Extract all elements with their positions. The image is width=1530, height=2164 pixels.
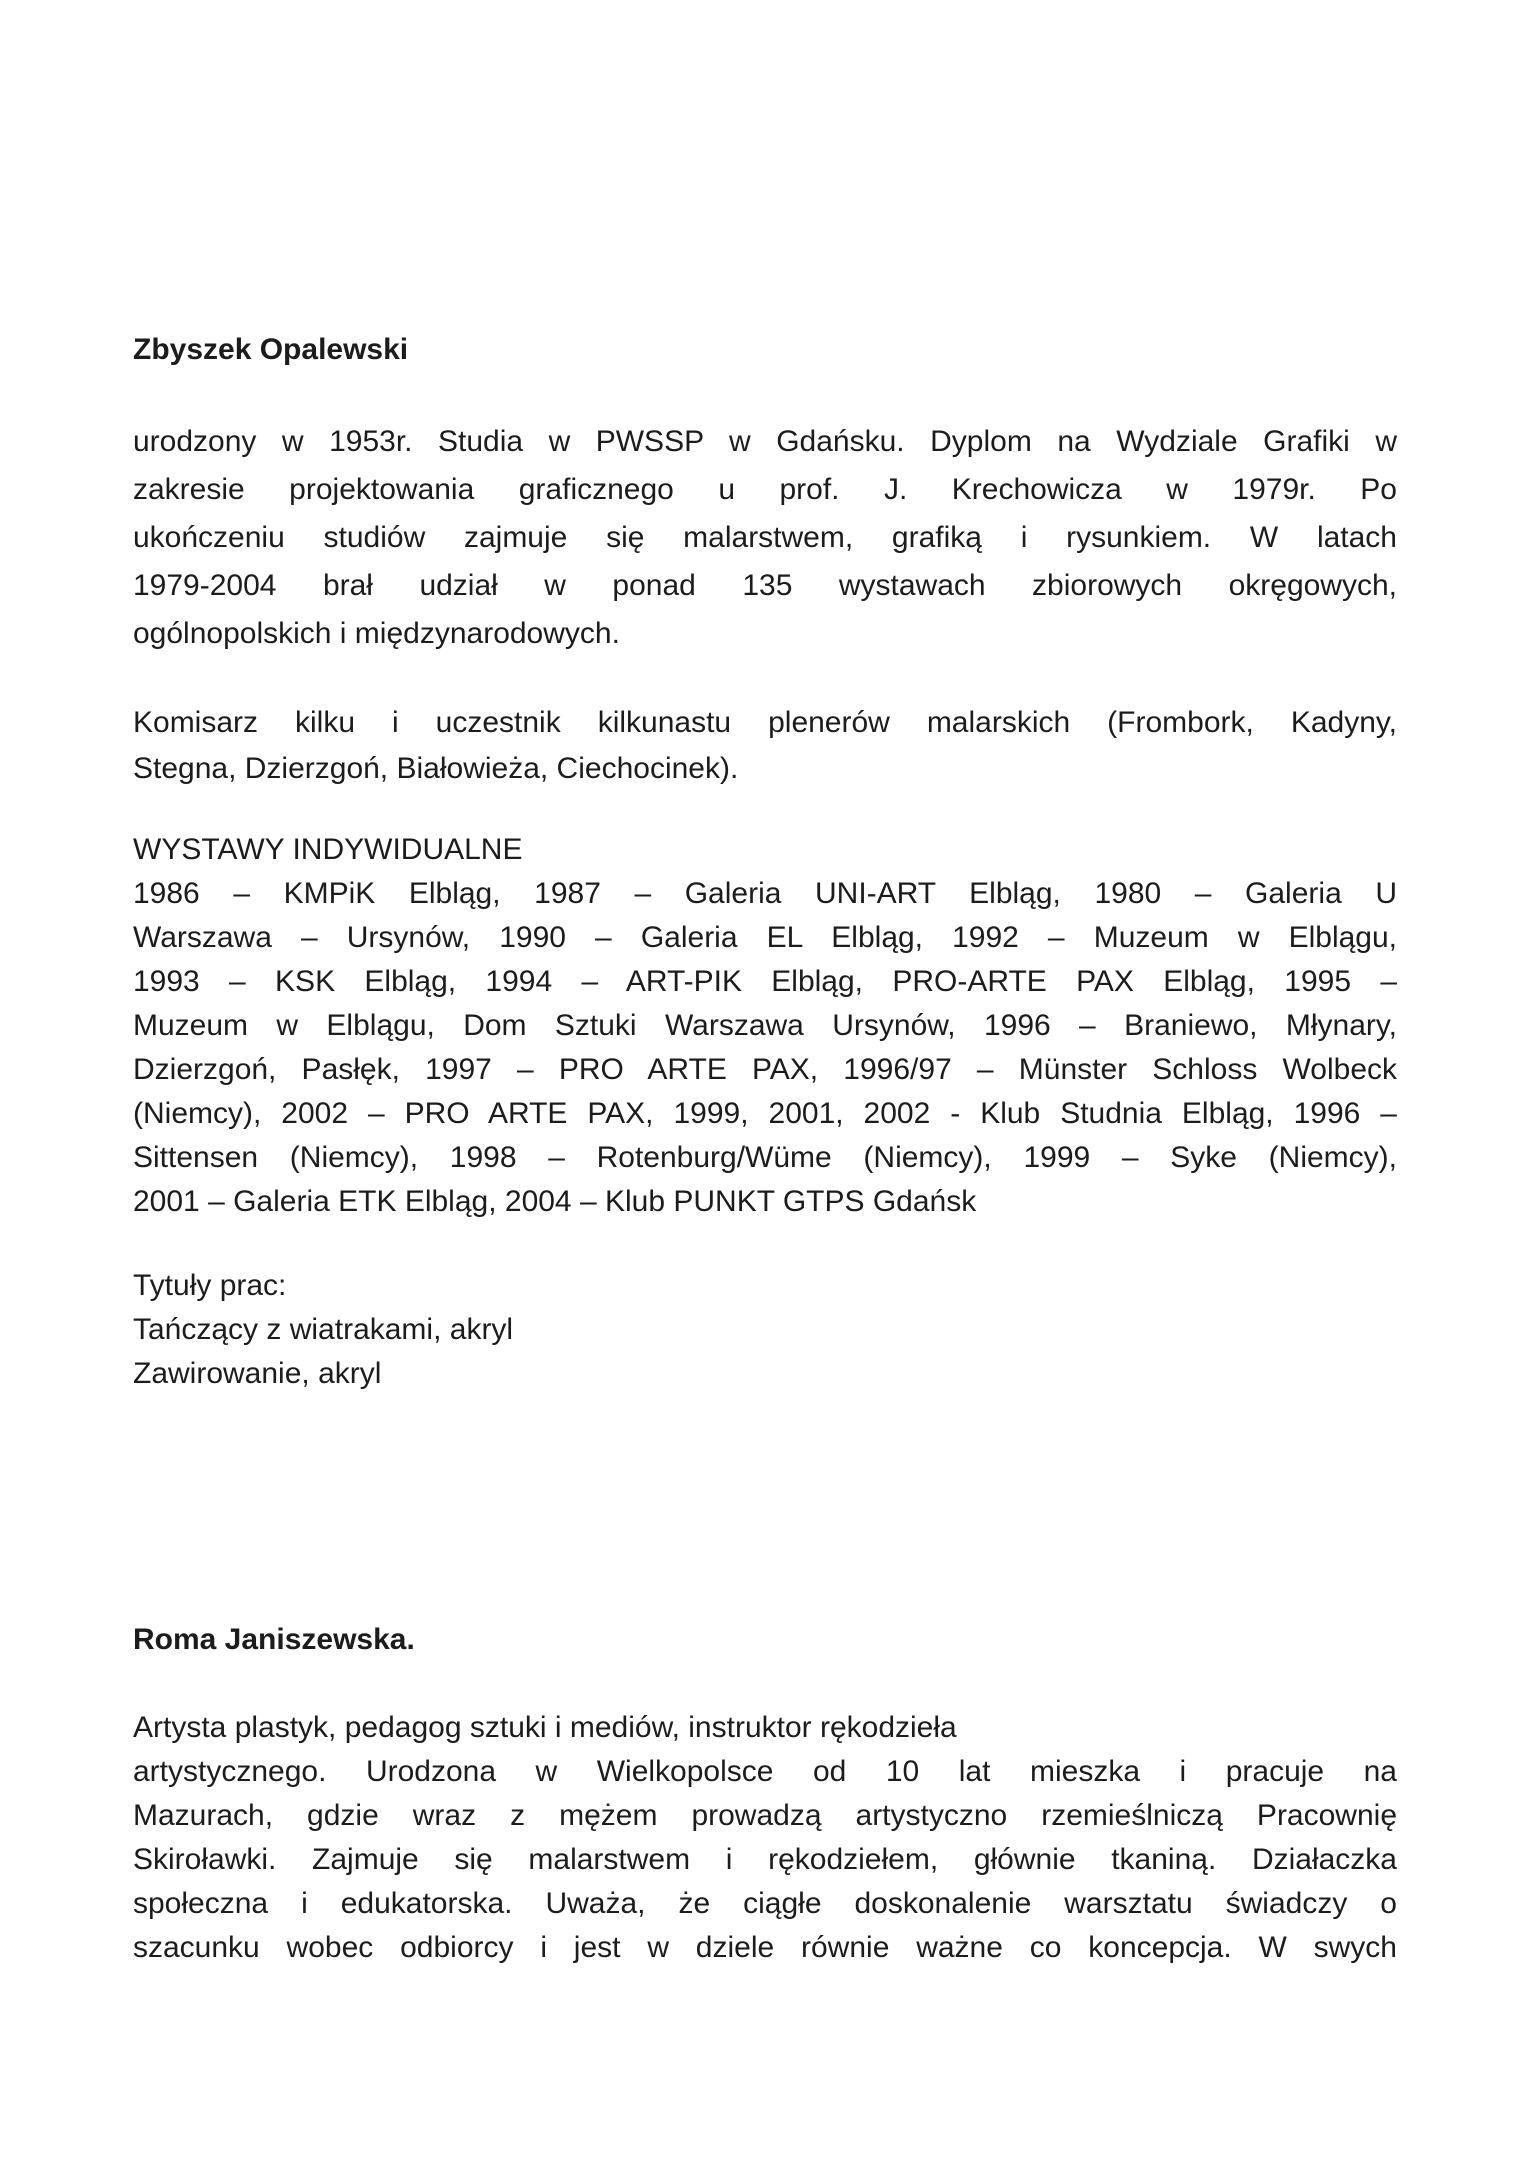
text-line: 1979-2004 brał udział w ponad 135 wystawach zbiorowych okręgowych,: [133, 569, 1397, 602]
text-line: 2001 – Galeria ETK Elbląg, 2004 – Klub PUNKT GTPS Gdańsk: [133, 1185, 977, 1218]
text-line: zakresie projektowania graficznego u prof. J. Krechowicza w 1979r. Po: [133, 473, 1397, 506]
solo-exhibitions-heading: WYSTAWY INDYWIDUALNE: [133, 833, 523, 866]
text-line: społeczna i edukatorska. Uważa, że ciągłe doskonalenie warsztatu świadczy o: [133, 1887, 1397, 1920]
artist-2-bio-paragraph: [133, 1706, 1397, 1970]
work-title: Zawirowanie, akryl: [133, 1357, 382, 1390]
text-line: Artysta plastyk, pedagog sztuki i mediów, instruktor rękodzieła: [133, 1711, 957, 1744]
text-line: szacunku wobec odbiorcy i jest w dziele równie ważne co koncepcja. W swych: [133, 1931, 1397, 1964]
text-line: Muzeum w Elblągu, Dom Sztuki Warszawa Ursynów, 1996 – Braniewo, Młynary,: [133, 1009, 1397, 1042]
text-line: Komisarz kilku i uczestnik kilkunastu plenerów malarskich (Frombork, Kadyny,: [133, 706, 1397, 739]
text-line: 1993 – KSK Elbląg, 1994 – ART-PIK Elbląg, PRO-ARTE PAX Elbląg, 1995 –: [133, 965, 1397, 998]
work-titles-block: [133, 1264, 1397, 1396]
artist-1-name-heading: Zbyszek Opalewski: [133, 333, 409, 366]
text-line: Dzierzgoń, Pasłęk, 1997 – PRO ARTE PAX, 1996/97 – Münster Schloss Wolbeck: [133, 1053, 1397, 1086]
text-line: Skiroławki. Zajmuje się malarstwem i rękodziełem, głównie tkaniną. Działaczka: [133, 1843, 1397, 1876]
text-line: Sittensen (Niemcy), 1998 – Rotenburg/Wüme (Niemcy), 1999 – Syke (Niemcy),: [133, 1141, 1397, 1174]
text-line: Mazurach, gdzie wraz z mężem prowadzą artystyczno rzemieślniczą Pracownię: [133, 1799, 1397, 1832]
work-title: Tańczący z wiatrakami, akryl: [133, 1313, 514, 1346]
text-line: ukończeniu studiów zajmuje się malarstwem, grafiką i rysunkiem. W latach: [133, 521, 1397, 554]
text-line: (Niemcy), 2002 – PRO ARTE PAX, 1999, 2001, 2002 - Klub Studnia Elbląg, 1996 –: [133, 1097, 1397, 1130]
text-line: urodzony w 1953r. Studia w PWSSP w Gdańsku. Dyplom na Wydziale Grafiki w: [133, 425, 1397, 458]
text-line: 1986 – KMPiK Elbląg, 1987 – Galeria UNI-ART Elbląg, 1980 – Galeria U: [133, 877, 1397, 910]
work-titles-label: Tytuły prac:: [133, 1269, 287, 1302]
artist-1-bio-paragraph: [133, 418, 1397, 658]
solo-exhibitions-list: [133, 872, 1397, 1224]
artist-1-plein-air-paragraph: [133, 700, 1397, 792]
text-line: Stegna, Dzierzgoń, Białowieża, Ciechocinek).: [133, 752, 739, 785]
text-line: ogólnopolskich i międzynarodowych.: [133, 617, 620, 650]
text-line: Warszawa – Ursynów, 1990 – Galeria EL Elbląg, 1992 – Muzeum w Elblągu,: [133, 921, 1397, 954]
text-line: artystycznego. Urodzona w Wielkopolsce od 10 lat mieszka i pracuje na: [133, 1755, 1397, 1788]
artist-2-name-heading: Roma Janiszewska.: [133, 1623, 415, 1656]
